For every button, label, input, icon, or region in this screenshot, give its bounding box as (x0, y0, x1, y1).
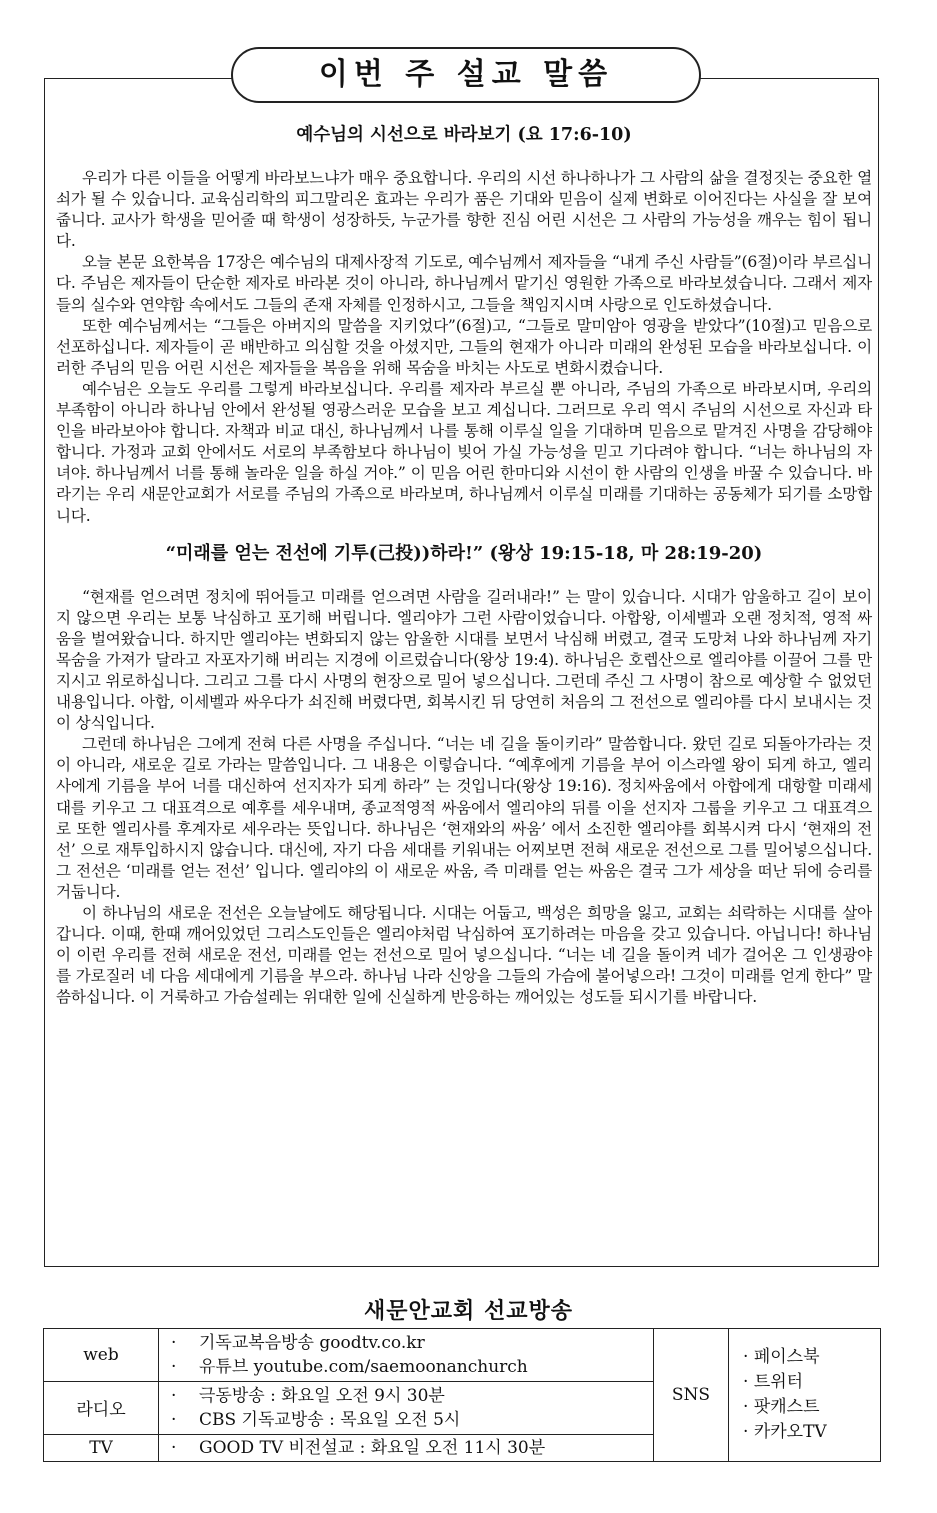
sermon-1-title: 예수님의 시선으로 바라보기 (요 17:6-10) (296, 125, 632, 145)
sermon-1-paragraph: 예수님은 오늘도 우리를 그렇게 바라보십니다. 우리를 제자라 부르실 뿐 아니라, 주님의 가족으로 바라보시며, 우리의 부족함이 아니라 하나님 안에서 완성될 영광스러운 모습을 보고 계십니다. 그러므로 우리 역시 주님의 시선으로 자신과 타인을 바라보아야 합니다. 자책과 비교 대신, 하나님께서 나를 통해 이루실 일을 기대하며 믿음으로 맡겨진 사명을 감당해야 합니다. 가정과 교회 안에서도 서로의 부족함보다 하나님이 빚어 가실 가능성을 믿고 기다려야 합니다. “너는 하나님의 자녀야. 하나님께서 너를 통해 놀라운 일을 하실 거야.” 이 믿음 어린 한마디와 시선이 한 사람의 인생을 바꿀 수 있습니다. 바라기는 우리 새문안교회가 서로를 주님의 가족으로 바라보며, 하나님께서 이루실 미래를 기대하는 공동체가 되기를 소망합니다. (56, 379, 872, 525)
list-item: · 팟캐스트 (743, 1395, 872, 1420)
broadcast-table (43, 1328, 881, 1462)
sns-label: SNS (654, 1329, 729, 1462)
broadcast-title: 새문안교회 선교방송 (364, 1298, 573, 1324)
sermon-2-paragraph: 그런데 하나님은 그에게 전혀 다른 사명을 주십니다. “너는 네 길을 돌이키라” 말씀합니다. 왔던 길로 되돌아가라는 것이 아니라, 새로운 길로 가라는 말씀입니다. 그 내용은 이렇습니다. “예후에게 기름을 부어 이스라엘 왕이 되게 하고, 엘리사에게 기름을 부어 너를 대신하여 선지자가 되게 하라” 는 것입니다(왕상 19:16). 정치싸움에서 아합에게 대항할 미래세대를 키우고 그 대표격으로 예후를 세우내며, 종교적영적 싸움에서 엘리야의 뒤를 이을 선지자 그룹을 키우고 그 대표격으로 또한 엘리사를 후계자로 세우라는 뜻입니다. 하나님은 ‘현재와의 싸움’ 에서 소진한 엘리야를 회복시켜 다시 ‘현재의 전선’ 으로 재투입하시지 않습니다. 대신에, 자기 다음 세대를 키워내는 어찌보면 전혀 새로운 전선으로 그를 밀어넣으십니다. 그 전선은 ‘미래를 얻는 전선’ 입니다. 엘리야의 이 새로운 싸움, 즉 미래를 얻는 싸움은 결국 그가 세상을 떠난 뒤에 승리를 거둡니다. (56, 735, 872, 901)
sermon-1-paragraph: 우리가 다른 이들을 어떻게 바라보느냐가 매우 중요합니다. 우리의 시선 하나하나가 그 사람의 삶을 결정짓는 중요한 열쇠가 될 수 있습니다. 교육심리학의 피그말리온 효과는 우리가 품은 기대와 믿음이 실제 변화로 이어진다는 사실을 잘 보여줍니다. 교사가 학생을 믿어줄 때 학생이 성장하듯, 누군가를 향한 진심 어린 시선은 그 사람의 가능성을 깨우는 힘이 됩니다. (56, 169, 872, 251)
page-title: 이번 주 설교 말씀 (231, 47, 701, 103)
sermon-content (56, 120, 872, 1008)
list-item: · 기독교복음방송 goodtv.co.kr (167, 1331, 645, 1355)
list-item: · GOOD TV 비전설교 : 화요일 오전 11시 30분 (167, 1436, 645, 1460)
web-items (159, 1329, 654, 1382)
list-item: · 페이스북 (743, 1345, 872, 1370)
list-item: · 유튜브 youtube.com/saemoonanchurch (167, 1355, 645, 1379)
list-item: · 카카오TV (743, 1420, 872, 1445)
list-item: · CBS 기독교방송 : 목요일 오전 5시 (167, 1408, 645, 1432)
table-row (44, 1329, 881, 1382)
row-label-tv: TV (44, 1434, 159, 1461)
sermon-2-title: “미래를 얻는 전선에 기투(己投))하라!” (왕상 19:15-18, 마 28:19-20) (165, 542, 763, 564)
row-label-web: web (44, 1329, 159, 1382)
sermon-1-paragraph: 오늘 본문 요한복음 17장은 예수님의 대제사장적 기도로, 예수님께서 제자들을 “내게 주신 사람들”(6절)이라 부르십니다. 주님은 제자들이 단순한 제자로 바라본 것이 아니라, 하나님께서 맡기신 영원한 가족으로 바라보셨습니다. 그래서 제자들의 실수와 연약함 속에서도 그들의 존재 자체를 인정하시고, 그들을 책임지시며 사랑으로 인도하셨습니다. (56, 253, 872, 314)
sns-items (729, 1329, 881, 1462)
sermon-1-paragraph: 또한 예수님께서는 “그들은 아버지의 말씀을 지키었다”(6절)고, “그들로 말미암아 영광을 받았다”(10절)고 믿음으로 선포하십니다. 제자들이 곧 배반하고 의심할 것을 아셨지만, 그들의 현재가 아니라 미래의 완성된 모습을 바라보십니다. 이러한 주님의 믿음 어린 시선은 제자들을 복음을 위해 목숨을 바치는 사도로 변화시켰습니다. (56, 316, 872, 377)
tv-items (159, 1434, 654, 1461)
row-label-radio: 라디오 (44, 1381, 159, 1434)
list-item: · 극동방송 : 화요일 오전 9시 30분 (167, 1384, 645, 1408)
list-item: · 트위터 (743, 1370, 872, 1395)
radio-items (159, 1381, 654, 1434)
sermon-2-paragraph: 이 하나님의 새로운 전선은 오늘날에도 해당됩니다. 시대는 어둡고, 백성은 희망을 잃고, 교회는 쇠락하는 시대를 살아갑니다. 이때, 한때 깨어있었던 그리스도인들은 엘리야처럼 낙심하여 포기하려는 마음을 갖고 있습니다. 아닙니다! 하나님이 이런 우리를 전혀 새로운 전선, 미래를 얻는 전선으로 밀어 넣으십니다. “너는 네 길을 돌이켜 네가 걸어온 그 인생광야를 가로질러 네 다음 세대에게 기름을 부으라. 하나님 나라 신앙을 그들의 가슴에 불어넣으라! 그것이 미래를 얻게 한다” 말씀하십니다. 이 거룩하고 가슴설레는 위대한 일에 신실하게 반응하는 깨어있는 성도들 되시기를 바랍니다. (56, 904, 872, 1007)
sermon-2-paragraph: “현재를 얻으려면 정치에 뛰어들고 미래를 얻으려면 사람을 길러내라!” 는 말이 있습니다. 시대가 암울하고 길이 보이지 않으면 우리는 보통 낙심하고 포기해 버립니다. 엘리야가 그런 사람이었습니다. 아합왕, 이세벨과 오랜 정치적, 영적 싸움을 벌여왔습니다. 하지만 엘리야는 변화되지 않는 암울한 시대를 보면서 낙심해 버렸고, 결국 도망쳐 나와 하나님께 자기 목숨을 가져가 달라고 자포자기해 버리는 지경에 이르렀습니다(왕상 19:4). 하나님은 호렙산으로 엘리야를 이끌어 그를 만지시고 위로하십니다. 그리고 그를 다시 사명의 현장으로 밀어 넣으십니다. 그런데 주신 그 사명이 참으로 예상할 수 없었던 내용입니다. 아합, 이세벨과 싸우다가 쇠진해 버렸다면, 회복시킨 뒤 당연히 처음의 그 전선으로 엘리야를 다시 보내시는 것이 상식입니다. (56, 587, 872, 733)
